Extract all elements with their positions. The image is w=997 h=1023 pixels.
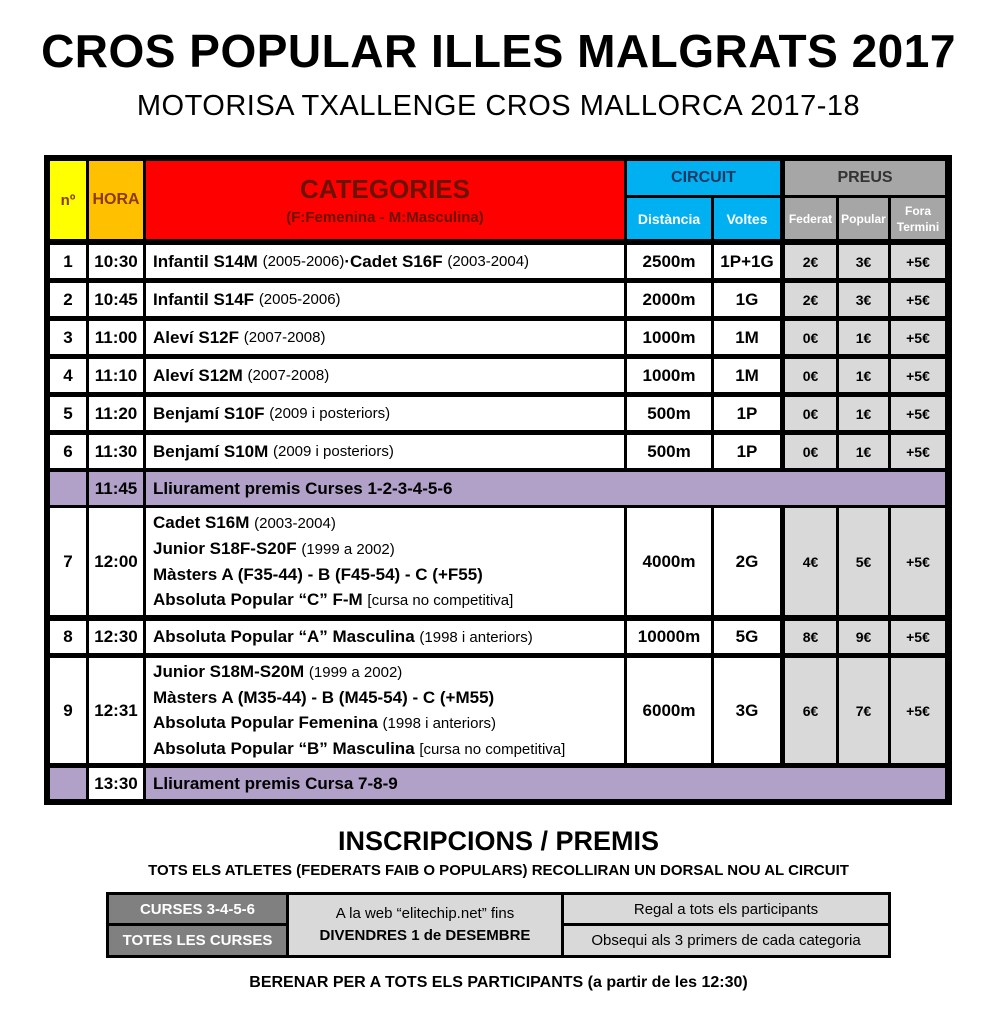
row-popular: 3€	[839, 283, 888, 316]
award-row-blank	[50, 768, 86, 799]
row-hora: 11:00	[89, 321, 143, 354]
row-distancia: 2000m	[627, 283, 711, 316]
row-popular: 1€	[839, 435, 888, 468]
row-popular: 1€	[839, 321, 888, 354]
row-distancia: 4000m	[627, 508, 711, 615]
row-federat: 0€	[785, 359, 836, 392]
category-name: Aleví S12F	[153, 327, 239, 347]
award-text: Lliurament premis Cursa 7-8-9	[146, 768, 945, 799]
row-federat: 4€	[785, 508, 836, 615]
category-name: Junior S18M-S20M	[153, 662, 305, 681]
award-row-blank	[50, 472, 86, 505]
category-note: [cursa no competitiva]	[419, 741, 566, 758]
row-categories	[146, 621, 624, 653]
row-voltes: 3G	[714, 658, 780, 763]
category-line	[153, 710, 496, 736]
category-years: (2005-2006)	[262, 253, 345, 270]
row-fora-termini: +5€	[891, 621, 945, 653]
category-years: (2003-2004)	[447, 253, 530, 270]
category-separator: ·	[344, 251, 350, 271]
row-popular: 5€	[839, 508, 888, 615]
row-hora: 11:30	[89, 435, 143, 468]
page-title: CROS POPULAR ILLES MALGRATS 2017	[41, 25, 956, 77]
schedule-table	[44, 155, 952, 805]
row-categories	[146, 508, 624, 615]
row-federat: 0€	[785, 321, 836, 354]
row-popular: 1€	[839, 359, 888, 392]
category-line	[153, 685, 494, 710]
row-federat: 2€	[785, 245, 836, 278]
category-years: (1999 a 2002)	[308, 664, 403, 681]
row-no: 5	[50, 397, 86, 430]
row-no: 7	[50, 508, 86, 615]
row-hora: 11:20	[89, 397, 143, 430]
header-federat: Federat	[785, 198, 836, 239]
category-years: (2003-2004)	[254, 515, 336, 532]
category-years: (1998 i anteriors)	[382, 715, 496, 732]
row-federat: 0€	[785, 435, 836, 468]
category-name: Cadet S16M	[153, 513, 250, 532]
row-categories	[146, 245, 624, 278]
row-categories	[146, 397, 624, 430]
row-categories	[146, 435, 624, 468]
row-no: 3	[50, 321, 86, 354]
category-name: Absoluta Popular “C” F-M	[153, 590, 363, 609]
category-name: Aleví S12M	[153, 365, 243, 385]
row-voltes: 2G	[714, 508, 780, 615]
row-hora: 12:31	[89, 658, 143, 763]
row-categories	[146, 321, 624, 354]
category-line	[153, 736, 565, 762]
row-fora-termini: +5€	[891, 321, 945, 354]
row-hora: 10:30	[89, 245, 143, 278]
category-years: (2009 i posteriors)	[269, 405, 391, 422]
row-distancia: 500m	[627, 435, 711, 468]
page-subtitle: MOTORISA TXALLENGE CROS MALLORCA 2017-18	[136, 90, 861, 122]
row-distancia: 2500m	[627, 245, 711, 278]
row-categories	[146, 658, 624, 763]
header-voltes: Voltes	[714, 198, 780, 239]
inscripcions-title: INSCRIPCIONS / PREMIS	[337, 826, 660, 856]
category-years: (2007-2008)	[247, 367, 330, 384]
inscripcions-box	[106, 892, 891, 958]
row-voltes: 1G	[714, 283, 780, 316]
row-distancia: 1000m	[627, 359, 711, 392]
row-hora: 11:10	[89, 359, 143, 392]
curses-label: CURSES 3-4-5-6	[109, 895, 286, 923]
row-federat: 6€	[785, 658, 836, 763]
row-fora-termini: +5€	[891, 397, 945, 430]
header-hora: HORA	[89, 161, 143, 239]
row-federat: 8€	[785, 621, 836, 653]
row-hora: 12:30	[89, 621, 143, 653]
regal-info: Regal a tots els participants	[564, 895, 888, 923]
obsequi-info: Obsequi als 3 primers de cada categoria	[564, 926, 888, 955]
header-categories-sub: (F:Femenina - M:Masculina)	[286, 209, 484, 226]
category-name: Benjamí S10F	[153, 403, 265, 423]
header-no: nº	[50, 161, 86, 239]
header-popular: Popular	[839, 198, 888, 239]
row-hora: 10:45	[89, 283, 143, 316]
category-line	[153, 587, 513, 613]
row-distancia: 10000m	[627, 621, 711, 653]
row-fora-termini: +5€	[891, 508, 945, 615]
row-hora: 12:00	[89, 508, 143, 615]
row-distancia: 6000m	[627, 658, 711, 763]
row-categories	[146, 283, 624, 316]
row-popular: 7€	[839, 658, 888, 763]
category-name: Junior S18F-S20F	[153, 539, 297, 558]
category-years: (2009 i posteriors)	[273, 443, 394, 460]
category-name: Màsters A (F35-44) - B (F45-54) - C (+F55)	[153, 565, 483, 584]
row-voltes: 1M	[714, 321, 780, 354]
header-categories-title: CATEGORIES	[300, 174, 470, 204]
row-popular: 1€	[839, 397, 888, 430]
row-fora-termini: +5€	[891, 283, 945, 316]
category-name: Infantil S14M	[153, 251, 258, 271]
header-categories	[146, 161, 624, 239]
row-popular: 3€	[839, 245, 888, 278]
row-distancia: 1000m	[627, 321, 711, 354]
category-line	[153, 536, 395, 562]
totes-label: TOTES LES CURSES	[109, 926, 286, 955]
footer-note: BERENAR PER A TOTS ELS PARTICIPANTS (a partir de les 12:30)	[249, 974, 748, 991]
row-voltes: 5G	[714, 621, 780, 653]
award-hora: 13:30	[89, 768, 143, 799]
row-voltes: 1P+1G	[714, 245, 780, 278]
category-name: Màsters A (M35-44) - B (M45-54) - C (+M55)	[153, 688, 495, 707]
category-name: Infantil S14F	[153, 289, 255, 309]
header-fora: Fora	[904, 203, 931, 218]
category-years: (1998 i anteriors)	[419, 628, 533, 646]
category-name: Cadet S16F	[350, 251, 443, 271]
row-fora-termini: +5€	[891, 245, 945, 278]
category-years: (2005-2006)	[258, 291, 341, 308]
row-fora-termini: +5€	[891, 359, 945, 392]
row-federat: 0€	[785, 397, 836, 430]
row-no: 4	[50, 359, 86, 392]
row-voltes: 1P	[714, 435, 780, 468]
row-no: 1	[50, 245, 86, 278]
row-voltes: 1M	[714, 359, 780, 392]
award-hora: 11:45	[89, 472, 143, 505]
row-no: 8	[50, 621, 86, 653]
category-years: (2007-2008)	[243, 329, 326, 346]
header-termini: Termini	[896, 219, 940, 234]
category-name: Absoluta Popular “B” Masculina	[153, 739, 415, 758]
header-fora-termini	[891, 198, 945, 239]
row-fora-termini: +5€	[891, 658, 945, 763]
category-line	[153, 659, 402, 685]
category-years: (1999 a 2002)	[301, 541, 395, 558]
category-line	[153, 562, 483, 587]
row-distancia: 500m	[627, 397, 711, 430]
row-no: 9	[50, 658, 86, 763]
category-name: Benjamí S10M	[153, 441, 269, 461]
award-text: Lliurament premis Curses 1-2-3-4-5-6	[146, 472, 945, 505]
category-note: [cursa no competitiva]	[367, 592, 514, 609]
web-info	[289, 895, 561, 955]
web-deadline: DIVENDRES 1 de DESEMBRE	[319, 927, 531, 944]
inscripcions-subtitle: TOTS ELS ATLETES (FEDERATS FAIB O POPULARS) RECOLLIRAN UN DORSAL NOU AL CIRCUIT	[148, 862, 849, 879]
web-line: A la web “elitechip.net” fins	[335, 905, 515, 922]
row-no: 6	[50, 435, 86, 468]
row-fora-termini: +5€	[891, 435, 945, 468]
category-name: Absoluta Popular “A” Masculina	[153, 627, 415, 646]
header-circuit: CIRCUIT	[627, 161, 780, 195]
row-categories	[146, 359, 624, 392]
row-voltes: 1P	[714, 397, 780, 430]
row-federat: 2€	[785, 283, 836, 316]
header-preus: PREUS	[785, 161, 945, 195]
row-popular: 9€	[839, 621, 888, 653]
row-no: 2	[50, 283, 86, 316]
header-distancia: Distància	[627, 198, 711, 239]
category-line	[153, 510, 336, 536]
category-name: Absoluta Popular Femenina	[153, 713, 378, 732]
